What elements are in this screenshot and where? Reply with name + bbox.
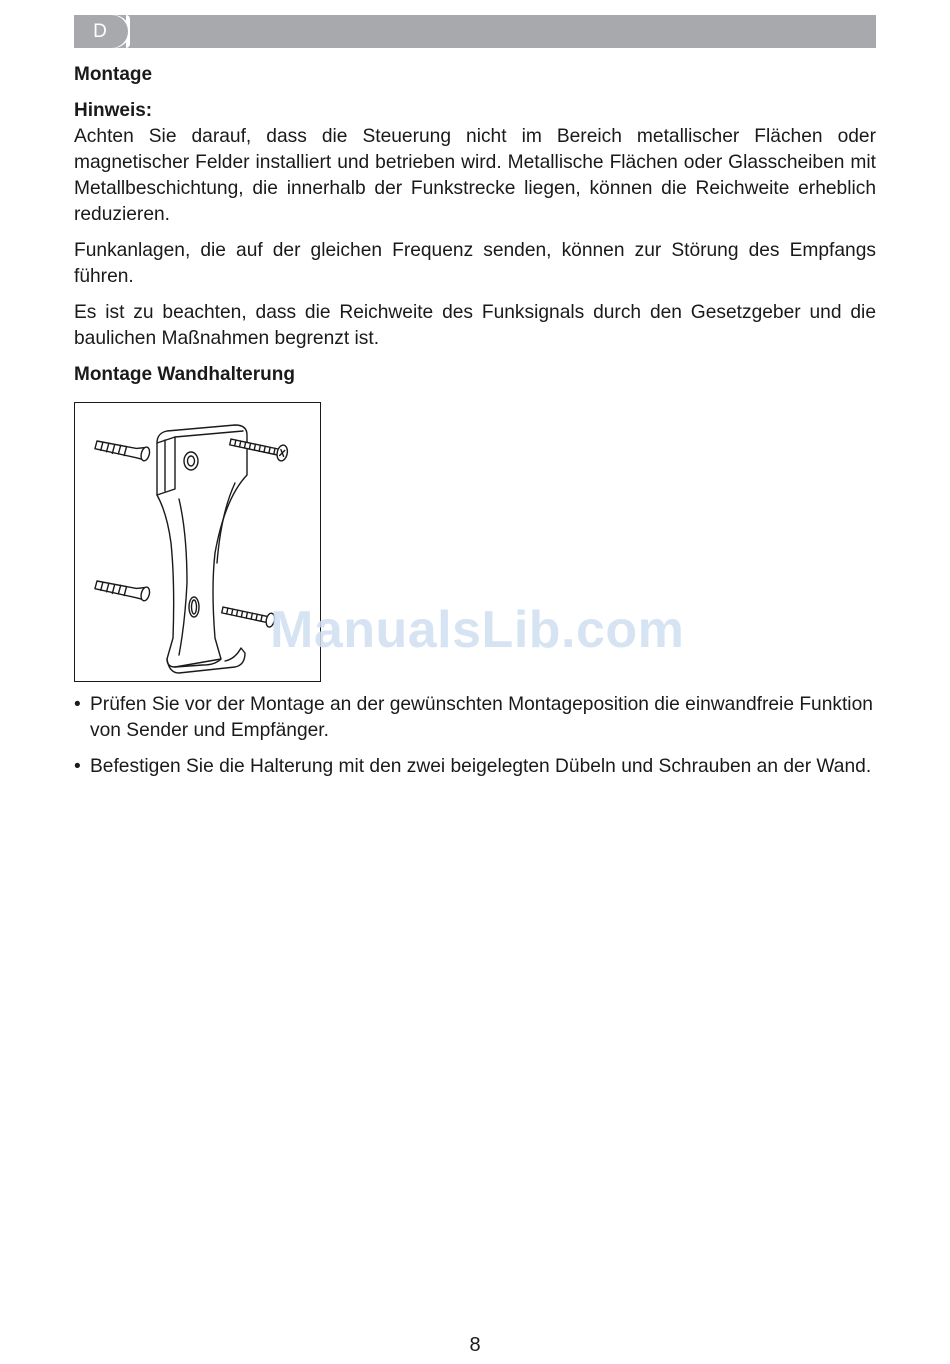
list-item: [74, 692, 876, 744]
list-item-text: Prüfen Sie vor der Montage an der gewünschten Montageposition die einwandfreie Funktion von Sender und Empfänger.: [90, 694, 873, 741]
section-title: Montage: [74, 64, 153, 85]
instruction-list: [74, 692, 876, 780]
list-item: [74, 754, 876, 780]
bullet-icon: •: [74, 756, 81, 777]
page-number: 8: [469, 1334, 481, 1356]
language-tab: D: [74, 15, 128, 48]
paragraph-1: Achten Sie darauf, dass die Steuerung nicht im Bereich metallischer Flächen oder magnetischer Felder installiert und betrieben wird. Metallische Flächen oder Glasscheiben mit Metallbeschichtung, die innerhalb der Funkstrecke liegen, können die Reichweite erheblich reduzieren.: [74, 126, 876, 225]
page-content: [74, 62, 876, 790]
watermark: ManualsLib.com: [270, 601, 685, 659]
paragraph-3: Es ist zu beachten, dass die Reichweite des Funksignals durch den Gesetzgeber und die baulichen Maßnahmen begrenzt ist.: [74, 302, 876, 349]
subheading-wall-mount: Montage Wandhalterung: [74, 364, 295, 385]
paragraph-2: Funkanlagen, die auf der gleichen Frequenz senden, können zur Störung des Empfangs führen.: [74, 240, 876, 287]
note-heading: Hinweis:: [74, 100, 153, 121]
header-bar: [74, 15, 876, 48]
list-item-text: Befestigen Sie die Halterung mit den zwei beigelegten Dübeln und Schrauben an der Wand.: [90, 756, 872, 777]
bullet-icon: •: [74, 694, 81, 715]
